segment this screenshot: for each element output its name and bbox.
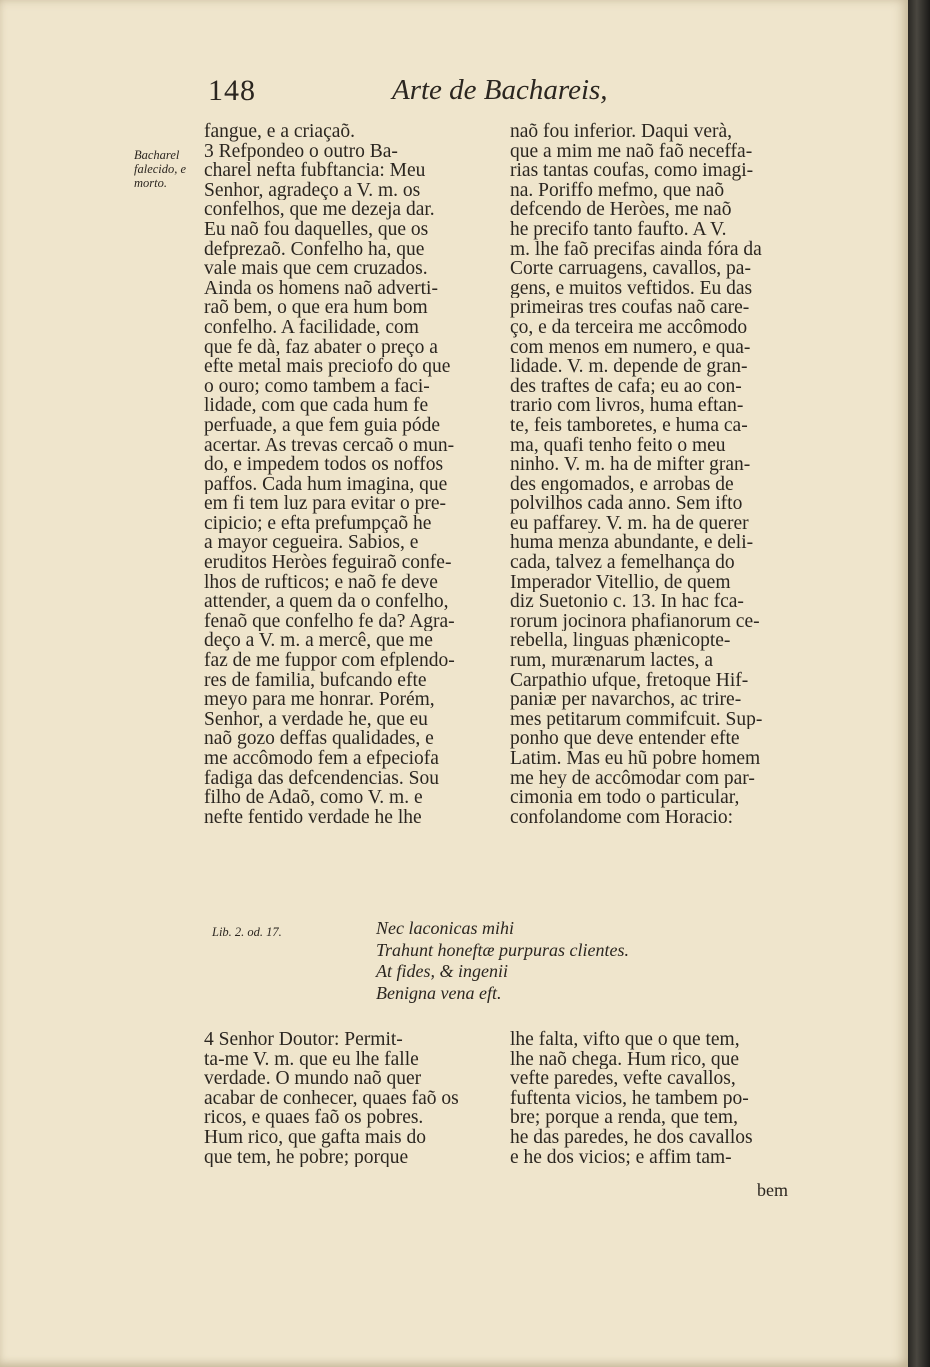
text-line: rorum jocinora phafianorum ce- bbox=[510, 611, 760, 632]
verse-reference: Lib. 2. od. 17. bbox=[212, 925, 282, 939]
text-line: huma menza abundante, e deli- bbox=[510, 533, 754, 554]
text-line: que fe dà, faz abater o preço a bbox=[204, 337, 438, 358]
text-line: trario com livros, huma eftan- bbox=[510, 396, 744, 416]
text-line: raõ bem, o que era hum bom bbox=[204, 298, 428, 318]
text-line: lidade, com que cada hum fe bbox=[204, 396, 429, 416]
text-line: diz Suetonio c. 13. In hac fca- bbox=[510, 592, 744, 612]
text-line: res de familia, bufcando efte bbox=[204, 670, 427, 691]
text-line: attender, a quem da o confelho, bbox=[204, 592, 449, 612]
text-line: Hum rico, que gafta mais do bbox=[204, 1127, 427, 1148]
text-line: Carpathio ufque, fretoque Hif- bbox=[510, 670, 749, 691]
text-line: vale mais que cem cruzados. bbox=[204, 259, 428, 279]
margin-note-line: falecido, e bbox=[134, 162, 187, 176]
text-line: he precifo tanto faufto. A V. bbox=[510, 219, 727, 240]
text-line: At fides, & ingenii bbox=[376, 961, 508, 981]
text-line: que a mim me naõ faõ neceffa- bbox=[510, 141, 753, 162]
text-line: mes petitarum commifcuit. Sup- bbox=[510, 709, 763, 730]
text-line: vefte paredes, vefte cavallos, bbox=[510, 1069, 736, 1089]
text-line: ponho que deve entender efte bbox=[510, 729, 740, 749]
text-line: nefte fentido verdade he lhe bbox=[204, 807, 422, 828]
text-line: o ouro; como tambem a faci- bbox=[204, 376, 430, 397]
text-line: Trahunt honeftæ purpuras clientes. bbox=[376, 939, 630, 960]
text-line: Senhor, agradeço a V. m. os bbox=[204, 180, 421, 201]
text-line: primeiras tres coufas naõ care- bbox=[510, 298, 750, 318]
text-column-left bbox=[204, 122, 492, 827]
catchword: bem bbox=[757, 1180, 788, 1200]
text-line: confelho. A facilidade, com bbox=[204, 317, 419, 338]
text-line: fenaõ que confelho fe da? Agra- bbox=[204, 611, 455, 632]
text-line: eruditos Heròes feguiraõ confe- bbox=[204, 553, 452, 573]
text-line: na. Poriffo mefmo, que naõ bbox=[510, 180, 725, 201]
text-line: lhe falta, vifto que o que tem, bbox=[510, 1030, 740, 1050]
text-line: m. lhe faõ precifas ainda fóra da bbox=[510, 239, 762, 260]
text-line: faz de me fuppor com efplendo- bbox=[204, 651, 455, 671]
text-line: a mayor cegueira. Sabios, e bbox=[204, 533, 419, 554]
text-line: ço, e da terceira me accômodo bbox=[510, 317, 748, 338]
text-line: deço a V. m. a mercê, que me bbox=[204, 631, 433, 652]
page-number: 148 bbox=[208, 74, 256, 107]
text-line: filho de Adaõ, como V. m. e bbox=[204, 788, 423, 808]
text-line: fangue, e a criaçaõ. bbox=[204, 122, 356, 142]
text-column-left-lower bbox=[204, 1030, 492, 1167]
text-column-right-lower bbox=[510, 1030, 792, 1167]
text-line: perfuade, a que fem guia póde bbox=[204, 415, 441, 436]
text-line: Imperador Vitellio, de quem bbox=[510, 572, 731, 593]
text-line: confolandome com Horacio: bbox=[510, 807, 734, 828]
text-line: 3 Refpondeo o outro Ba- bbox=[204, 141, 398, 162]
text-line: ricos, e quaes faõ os pobres. bbox=[204, 1108, 424, 1128]
text-line: te, feis tamboretes, e huma ca- bbox=[510, 415, 748, 436]
text-line: 4 Senhor Doutor: Permit- bbox=[204, 1030, 403, 1050]
text-line: fuftenta vicios, he tambem po- bbox=[510, 1088, 749, 1109]
text-line: verdade. O mundo naõ quer bbox=[204, 1069, 422, 1089]
text-line: paffos. Cada hum imagina, que bbox=[204, 474, 448, 495]
text-line: rebella, linguas phænicopte- bbox=[510, 631, 731, 652]
text-line: cimonia em todo o particular, bbox=[510, 788, 740, 808]
text-line: polvilhos cada anno. Sem ifto bbox=[510, 494, 743, 514]
text-line: Senhor, a verdade he, que eu bbox=[204, 709, 428, 730]
text-line: ninho. V. m. ha de mifter gran- bbox=[510, 455, 751, 475]
text-line: acabar de conhecer, quaes faõ os bbox=[204, 1088, 459, 1109]
text-line: acertar. As trevas cercaõ o mun- bbox=[204, 435, 455, 456]
text-line: lhos de rufticos; e naõ fe deve bbox=[204, 572, 438, 593]
text-line: em fi tem luz para evitar o pre- bbox=[204, 494, 447, 514]
text-line: defcendo de Heròes, me naõ bbox=[510, 200, 732, 220]
text-line: fadiga das defcendencias. Sou bbox=[204, 768, 439, 789]
text-line: defprezaõ. Confelho ha, que bbox=[204, 239, 425, 260]
text-line: charel nefta fubftancia: Meu bbox=[204, 161, 426, 181]
margin-note bbox=[134, 148, 196, 190]
text-line: Corte carruagens, cavallos, pa- bbox=[510, 259, 751, 279]
text-line: meyo para me honrar. Porém, bbox=[204, 690, 435, 710]
margin-note-line: Bacharel bbox=[134, 148, 180, 162]
text-line: me accômodo fem a efpeciofa bbox=[204, 749, 439, 769]
text-line: ma, quafi tenho feito o meu bbox=[510, 435, 726, 456]
text-line: Nec laconicas mihi bbox=[376, 918, 514, 938]
text-line: lidade. V. m. depende de gran- bbox=[510, 357, 748, 377]
text-line: rias tantas coufas, como imagi- bbox=[510, 161, 754, 181]
text-line: do, e impedem todos os noffos bbox=[204, 455, 444, 475]
text-line: paniæ per navarchos, ac trire- bbox=[510, 690, 742, 710]
text-line: rum, murænarum lactes, a bbox=[510, 651, 714, 671]
latin-verse bbox=[376, 918, 629, 1004]
text-line: com menos em numero, e qua- bbox=[510, 337, 751, 358]
text-line: des traftes de cafa; eu ao con- bbox=[510, 376, 742, 397]
text-line: e he dos vicios; e affim tam- bbox=[510, 1147, 732, 1168]
text-line: ta-me V. m. que eu lhe falle bbox=[204, 1049, 419, 1070]
text-line: confelhos, que me dezeja dar. bbox=[204, 200, 435, 220]
text-line: bre; porque a renda, que tem, bbox=[510, 1108, 738, 1128]
text-line: cada, talvez a femelhança do bbox=[510, 553, 735, 573]
text-line: Ainda os homens naõ adverti- bbox=[204, 278, 438, 299]
margin-note-line: morto. bbox=[134, 176, 167, 190]
text-line: Eu naõ fou daquelles, que os bbox=[204, 219, 429, 240]
text-line: eu paffarey. V. m. ha de querer bbox=[510, 513, 749, 534]
text-line: he das paredes, he dos cavallos bbox=[510, 1127, 753, 1148]
text-line: gens, e muitos veftidos. Eu das bbox=[510, 278, 753, 299]
text-line: naõ fou inferior. Daqui verà, bbox=[510, 122, 733, 142]
text-line: Benigna vena eft. bbox=[376, 982, 502, 1003]
book-edge bbox=[908, 0, 930, 1367]
text-line: me hey de accômodar com par- bbox=[510, 768, 755, 789]
text-line: naõ gozo deffas qualidades, e bbox=[204, 729, 434, 749]
text-line: efte metal mais preciofo do que bbox=[204, 357, 451, 377]
text-column-right bbox=[510, 122, 792, 827]
text-line: des engomados, e arrobas de bbox=[510, 474, 734, 495]
text-line: Latim. Mas eu hũ pobre homem bbox=[510, 749, 761, 769]
text-line: lhe naõ chega. Hum rico, que bbox=[510, 1049, 740, 1070]
text-line: cipicio; e efta prefumpçaõ he bbox=[204, 513, 432, 534]
text-line: que tem, he pobre; porque bbox=[204, 1147, 409, 1168]
running-title: Arte de Bachareis, bbox=[392, 74, 608, 106]
